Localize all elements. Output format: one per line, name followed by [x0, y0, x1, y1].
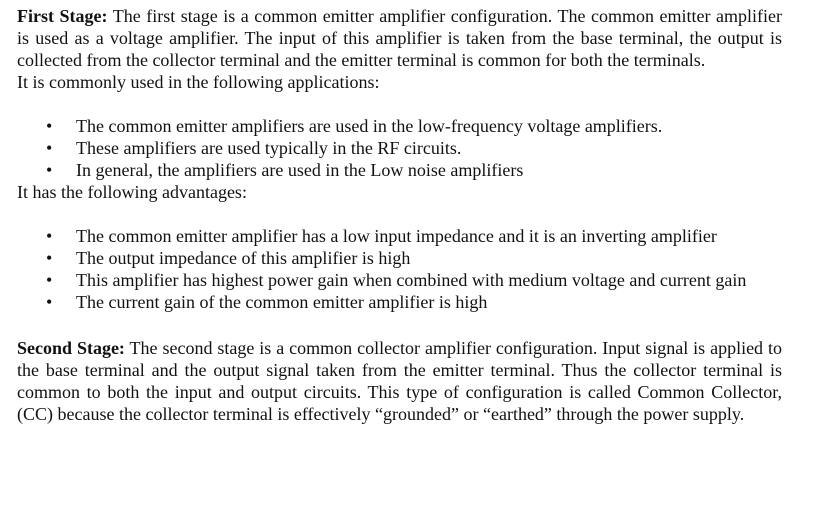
applications-intro: It is commonly used in the following applications: — [17, 72, 380, 92]
bullet-icon: • — [46, 292, 53, 312]
list-item — [17, 247, 782, 269]
second-stage-heading: Second Stage: — [17, 338, 125, 358]
second-stage-text: The second stage is a common collector amplifier configuration. Input signal is applied to the base terminal and the output signal taken from the emitter terminal. Thus the collector terminal is common to both the input and output circuits. This type of configuration is called Common Collector, (CC) because the collector terminal is effectively “grounded” or “earthed” through the power supply. — [17, 338, 782, 424]
list-item — [17, 269, 782, 291]
applications-list — [17, 115, 782, 181]
second-stage-paragraph — [17, 337, 782, 425]
list-item-text: The current gain of the common emitter amplifier is high — [76, 292, 488, 312]
list-item — [17, 137, 782, 159]
bullet-icon: • — [46, 248, 53, 268]
bullet-icon: • — [46, 116, 53, 136]
list-item-text: In general, the amplifiers are used in the Low noise amplifiers — [76, 160, 524, 180]
first-stage-heading: First Stage: — [17, 6, 108, 26]
list-item — [17, 115, 782, 137]
list-item-text: These amplifiers are used typically in the RF circuits. — [76, 138, 462, 158]
first-stage-paragraph — [17, 5, 782, 71]
list-item — [17, 291, 782, 313]
first-stage-text: The first stage is a common emitter amplifier configuration. The common emitter amplifier is used as a voltage amplifier. The input of this amplifier is taken from the base terminal, the output is collected from the collector terminal and the emitter terminal is common for both the terminals. — [17, 6, 782, 70]
list-item-text: The output impedance of this amplifier is high — [76, 248, 411, 268]
list-item-text: This amplifier has highest power gain when combined with medium voltage and current gain — [76, 270, 747, 290]
document-body — [17, 5, 782, 425]
bullet-icon: • — [46, 226, 53, 246]
list-item-text: The common emitter amplifiers are used in the low-frequency voltage amplifiers. — [76, 116, 663, 136]
advantages-list — [17, 225, 782, 313]
bullet-icon: • — [46, 138, 53, 158]
advantages-intro: It has the following advantages: — [17, 182, 247, 202]
bullet-icon: • — [46, 270, 53, 290]
bullet-icon: • — [46, 160, 53, 180]
list-item — [17, 159, 782, 181]
list-item — [17, 225, 782, 247]
list-item-text: The common emitter amplifier has a low input impedance and it is an inverting amplifier — [76, 226, 717, 246]
